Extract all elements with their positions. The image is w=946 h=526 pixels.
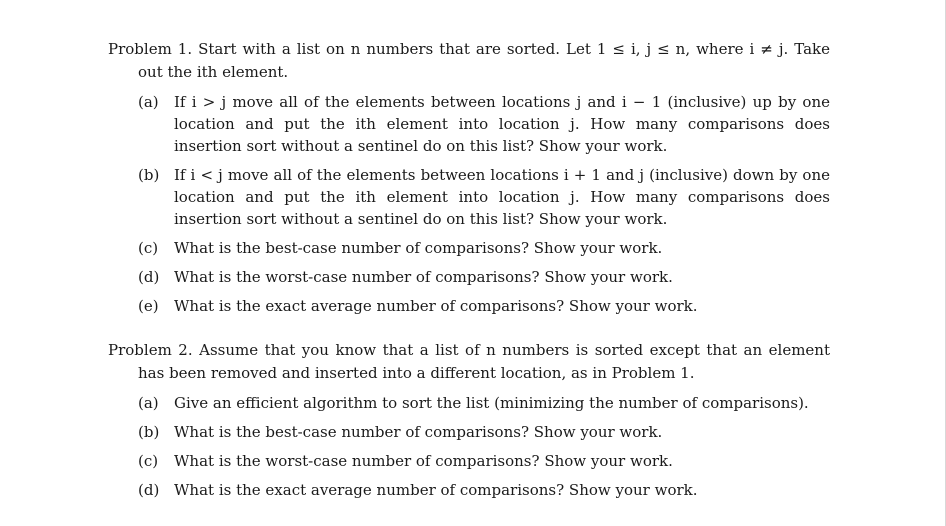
item-label: (c) — [138, 452, 159, 470]
problem-1-item-b — [108, 164, 830, 230]
problem-1-item-e — [108, 295, 830, 317]
item-text: What is the best-case number of comparisons? Show your work. — [174, 239, 663, 257]
problem-2-title: Problem 2. — [108, 341, 193, 359]
item-text: If i < j move all of the elements between locations i + 1 and j (inclusive) down by one location and put the ith element into location j. How many comparisons does insertion sort without a sentinel do on this list? Show your work. — [174, 166, 830, 228]
problem-2-intro-block — [108, 339, 830, 385]
problem-1-item-c — [108, 237, 830, 259]
problem-1 — [108, 38, 830, 317]
problem-1-item-d — [108, 266, 830, 288]
item-label: (b) — [138, 423, 160, 441]
problem-2 — [108, 339, 830, 501]
item-label: (d) — [138, 268, 160, 286]
problem-2-item-b — [108, 421, 830, 443]
item-label: (d) — [138, 481, 160, 499]
item-label: (a) — [138, 93, 159, 111]
problem-2-item-d — [108, 479, 830, 501]
item-text: What is the exact average number of comparisons? Show your work. — [174, 297, 698, 315]
problem-1-item-a — [108, 91, 830, 157]
problem-1-title: Problem 1. — [108, 40, 193, 58]
item-label: (e) — [138, 297, 159, 315]
item-label: (b) — [138, 166, 160, 184]
problem-1-intro: Start with a list on n numbers that are sorted. Let 1 ≤ i, j ≤ n, where i ≠ j. Take out the ith element. — [138, 40, 830, 81]
problem-2-item-c — [108, 450, 830, 472]
item-text: What is the exact average number of comparisons? Show your work. — [174, 481, 698, 499]
item-text: If i > j move all of the elements between locations j and i − 1 (inclusive) up by one location and put the ith element into location j. How many comparisons does insertion sort without a sentinel do on this list? Show your work. — [174, 93, 830, 155]
problem-2-intro: Assume that you know that a list of n numbers is sorted except that an element has been removed and inserted into a different location, as in Problem 1. — [138, 341, 830, 382]
problem-2-item-a — [108, 392, 830, 414]
problem-1-intro-block — [108, 38, 830, 84]
item-text: What is the worst-case number of comparisons? Show your work. — [174, 268, 673, 286]
item-label: (a) — [138, 394, 159, 412]
item-text: Give an efficient algorithm to sort the list (minimizing the number of comparisons). — [174, 394, 809, 412]
item-text: What is the worst-case number of comparisons? Show your work. — [174, 452, 673, 470]
item-text: What is the best-case number of comparisons? Show your work. — [174, 423, 663, 441]
item-label: (c) — [138, 239, 159, 257]
